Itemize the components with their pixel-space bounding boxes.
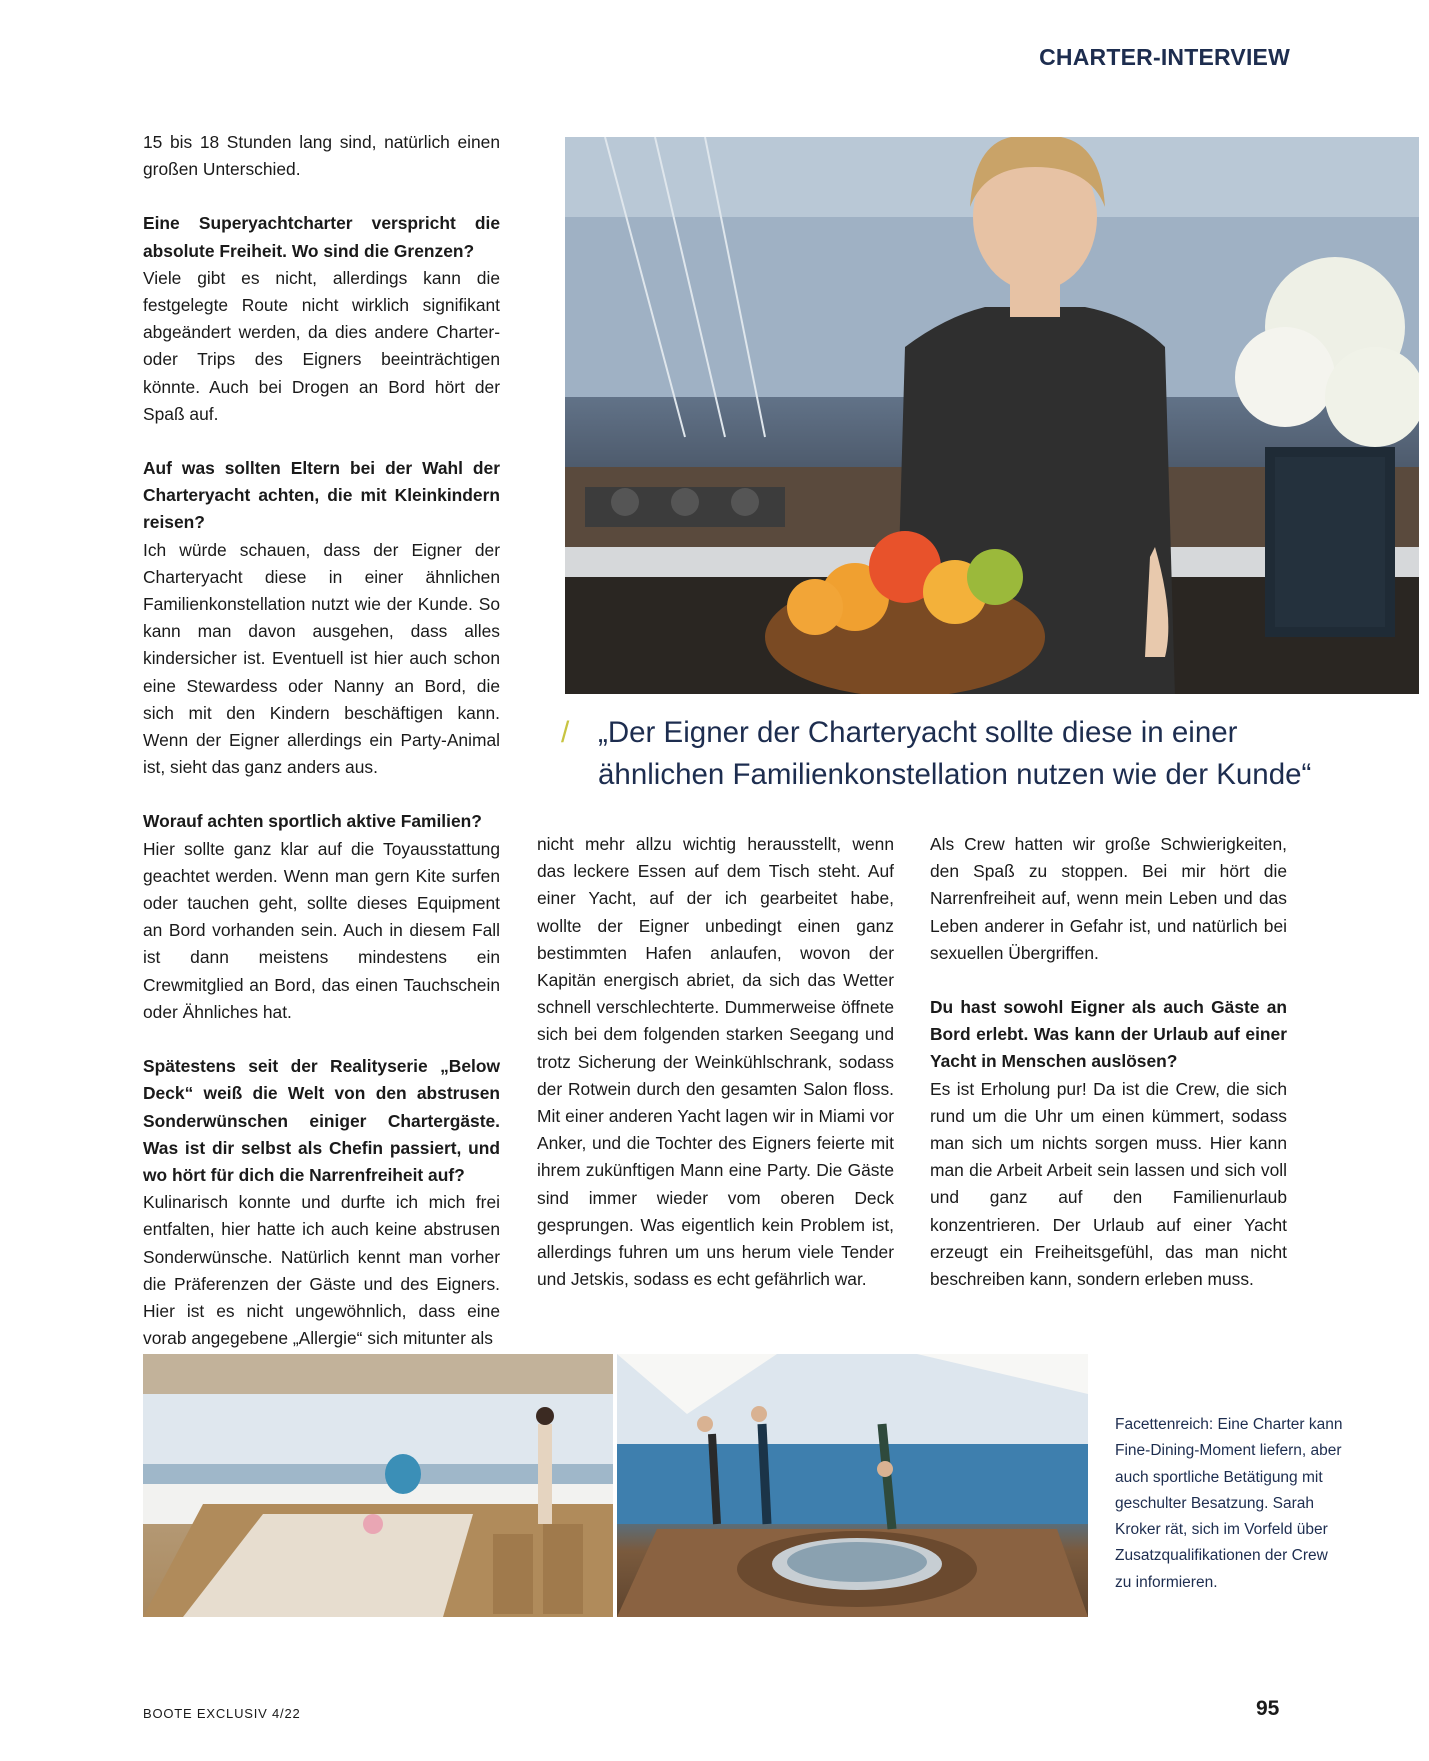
chef-photo xyxy=(565,137,1419,694)
question-text: Du hast sowohl Eigner als auch Gäste an Bord erlebt. Was kann der Urlaub auf einer Yacht in Menschen auslösen? xyxy=(930,997,1287,1072)
dining-photo xyxy=(143,1354,613,1617)
paragraph xyxy=(143,129,500,183)
quote-slash: / xyxy=(561,716,570,749)
photo-caption: Facettenreich: Eine Charter kann Fine-Dining-Moment liefern, aber auch sportliche Betätigung mit geschulter Besatzung. Sarah Kroker rät, sich im Vorfeld über Zusatzqualifikationen der Crew zu informieren. xyxy=(1115,1416,1343,1591)
answer-text: 15 bis 18 Stunden lang sind, natürlich einen großen Unterschied. xyxy=(143,132,500,180)
article-column-right xyxy=(930,831,1287,1320)
paragraph xyxy=(930,831,1287,967)
question-text: Auf was sollten Eltern bei der Wahl der Charteryacht achten, die mit Kleinkindern reisen? xyxy=(143,458,500,533)
page-number: 95 xyxy=(1256,1697,1280,1720)
answer-text: Als Crew hatten wir große Schwierigkeiten, den Spaß zu stoppen. Bei mir hört die Narrenfreiheit auf, wenn mein Leben und das Leben anderer in Gefahr ist, und natürlich bei sexuellen Übergriffen. xyxy=(930,834,1287,963)
question-text: Spätestens seit der Realityserie „Below Deck“ weiß die Welt von den abstrusen Sonderwünschen einiger Chartergäste. Was ist dir selbst als Chefin passiert, und wo hört für dich die Narrenfreiheit auf? xyxy=(143,1056,500,1185)
question-text: Eine Superyachtcharter verspricht die absolute Freiheit. Wo sind die Grenzen? xyxy=(143,213,500,261)
paragraph xyxy=(537,831,894,1293)
qa-block xyxy=(143,808,500,1026)
qa-block xyxy=(930,994,1287,1293)
pull-quote: „Der Eigner der Charteryacht sollte diese in einer ähnlichen Familienkonstellation nutzen wie der Kunde“ xyxy=(598,716,1312,791)
qa-block xyxy=(143,210,500,428)
qa-block xyxy=(143,1053,500,1352)
answer-text: Ich würde schauen, dass der Eigner der Charteryacht diese in einer ähnlichen Familienkonstellation nutzt wie der Kunde. So kann man davon ausgehen, dass alles kindersicher ist. Eventuell ist hier auch schon eine Stewardess oder Nanny an Bord, die sich mit den Kindern beschäftigen kann. Wenn der Eigner allerdings ein Party-Animal ist, sieht das ganz anders aus. xyxy=(143,539,500,778)
qa-block xyxy=(143,455,500,781)
yoga-photo xyxy=(617,1354,1088,1617)
answer-text: Viele gibt es nicht, allerdings kann die festgelegte Route nicht wirklich signifikant abgeändert werden, da dies andere Charter- oder Trips des Eigners beeinträchtigen könnte. Auch bei Drogen an Bord hört der Spaß auf. xyxy=(143,267,500,424)
section-title: CHARTER-INTERVIEW xyxy=(1039,44,1290,70)
article-column-middle xyxy=(537,831,894,1320)
answer-text: Kulinarisch konnte und durfte ich mich frei entfalten, hier hatte ich auch keine abstrusen Sonderwünsche. Natürlich kennt man vorher die Präferenzen der Gäste und des Eigners. Hier ist es nicht ungewöhnlich, dass eine vorab angegebene „Allergie“ sich mitunter als xyxy=(143,1192,500,1349)
answer-text: nicht mehr allzu wichtig herausstellt, wenn das leckere Essen auf dem Tisch steht. Auf einer Yacht, auf der ich gearbeitet habe, wollte der Eigner unbedingt einen ganz bestimmten Hafen anlaufen, wovon der Kapitän energisch abriet, da sich das Wetter schnell verschlechterte. Dummerweise öffnete sich bei dem folgenden starken Seegang und trotz Sicherung der Weinkühlschrank, sodass der Rotwein durch den gesamten Salon floss. Mit einer anderen Yacht lagen wir in Miami vor Anker, und die Tochter des Eigners feierte mit ihrem zukünftigen Mann eine Party. Die Gäste sind immer wieder vom oberen Deck gesprungen. Was eigentlich kein Problem ist, allerdings fuhren um uns herum viele Tender und Jetskis, sodass es echt gefährlich war. xyxy=(537,834,894,1290)
magazine-issue: BOOTE EXCLUSIV 4/22 xyxy=(143,1706,301,1721)
article-column-left xyxy=(143,129,500,1379)
question-text: Worauf achten sportlich aktive Familien? xyxy=(143,811,482,832)
answer-text: Es ist Erholung pur! Da ist die Crew, die sich rund um die Uhr um einen kümmert, sodass man sich um nichts sorgen muss. Hier kann man die Arbeit Arbeit sein lassen und sich voll und ganz auf den Familienurlaub konzentrieren. Der Urlaub auf einer Yacht erzeugt ein Freiheitsgefühl, das man nicht beschreiben kann, sondern erleben muss. xyxy=(930,1078,1287,1290)
answer-text: Hier sollte ganz klar auf die Toyausstattung geachtet werden. Wenn man gern Kite surfen oder tauchen geht, sollte dieses Equipment an Bord vorhanden sein. Auch in diesem Fall ist dann meistens mindestens ein Crewmitglied an Bord, das einen Tauchschein oder Ähnliches hat. xyxy=(143,838,500,1022)
